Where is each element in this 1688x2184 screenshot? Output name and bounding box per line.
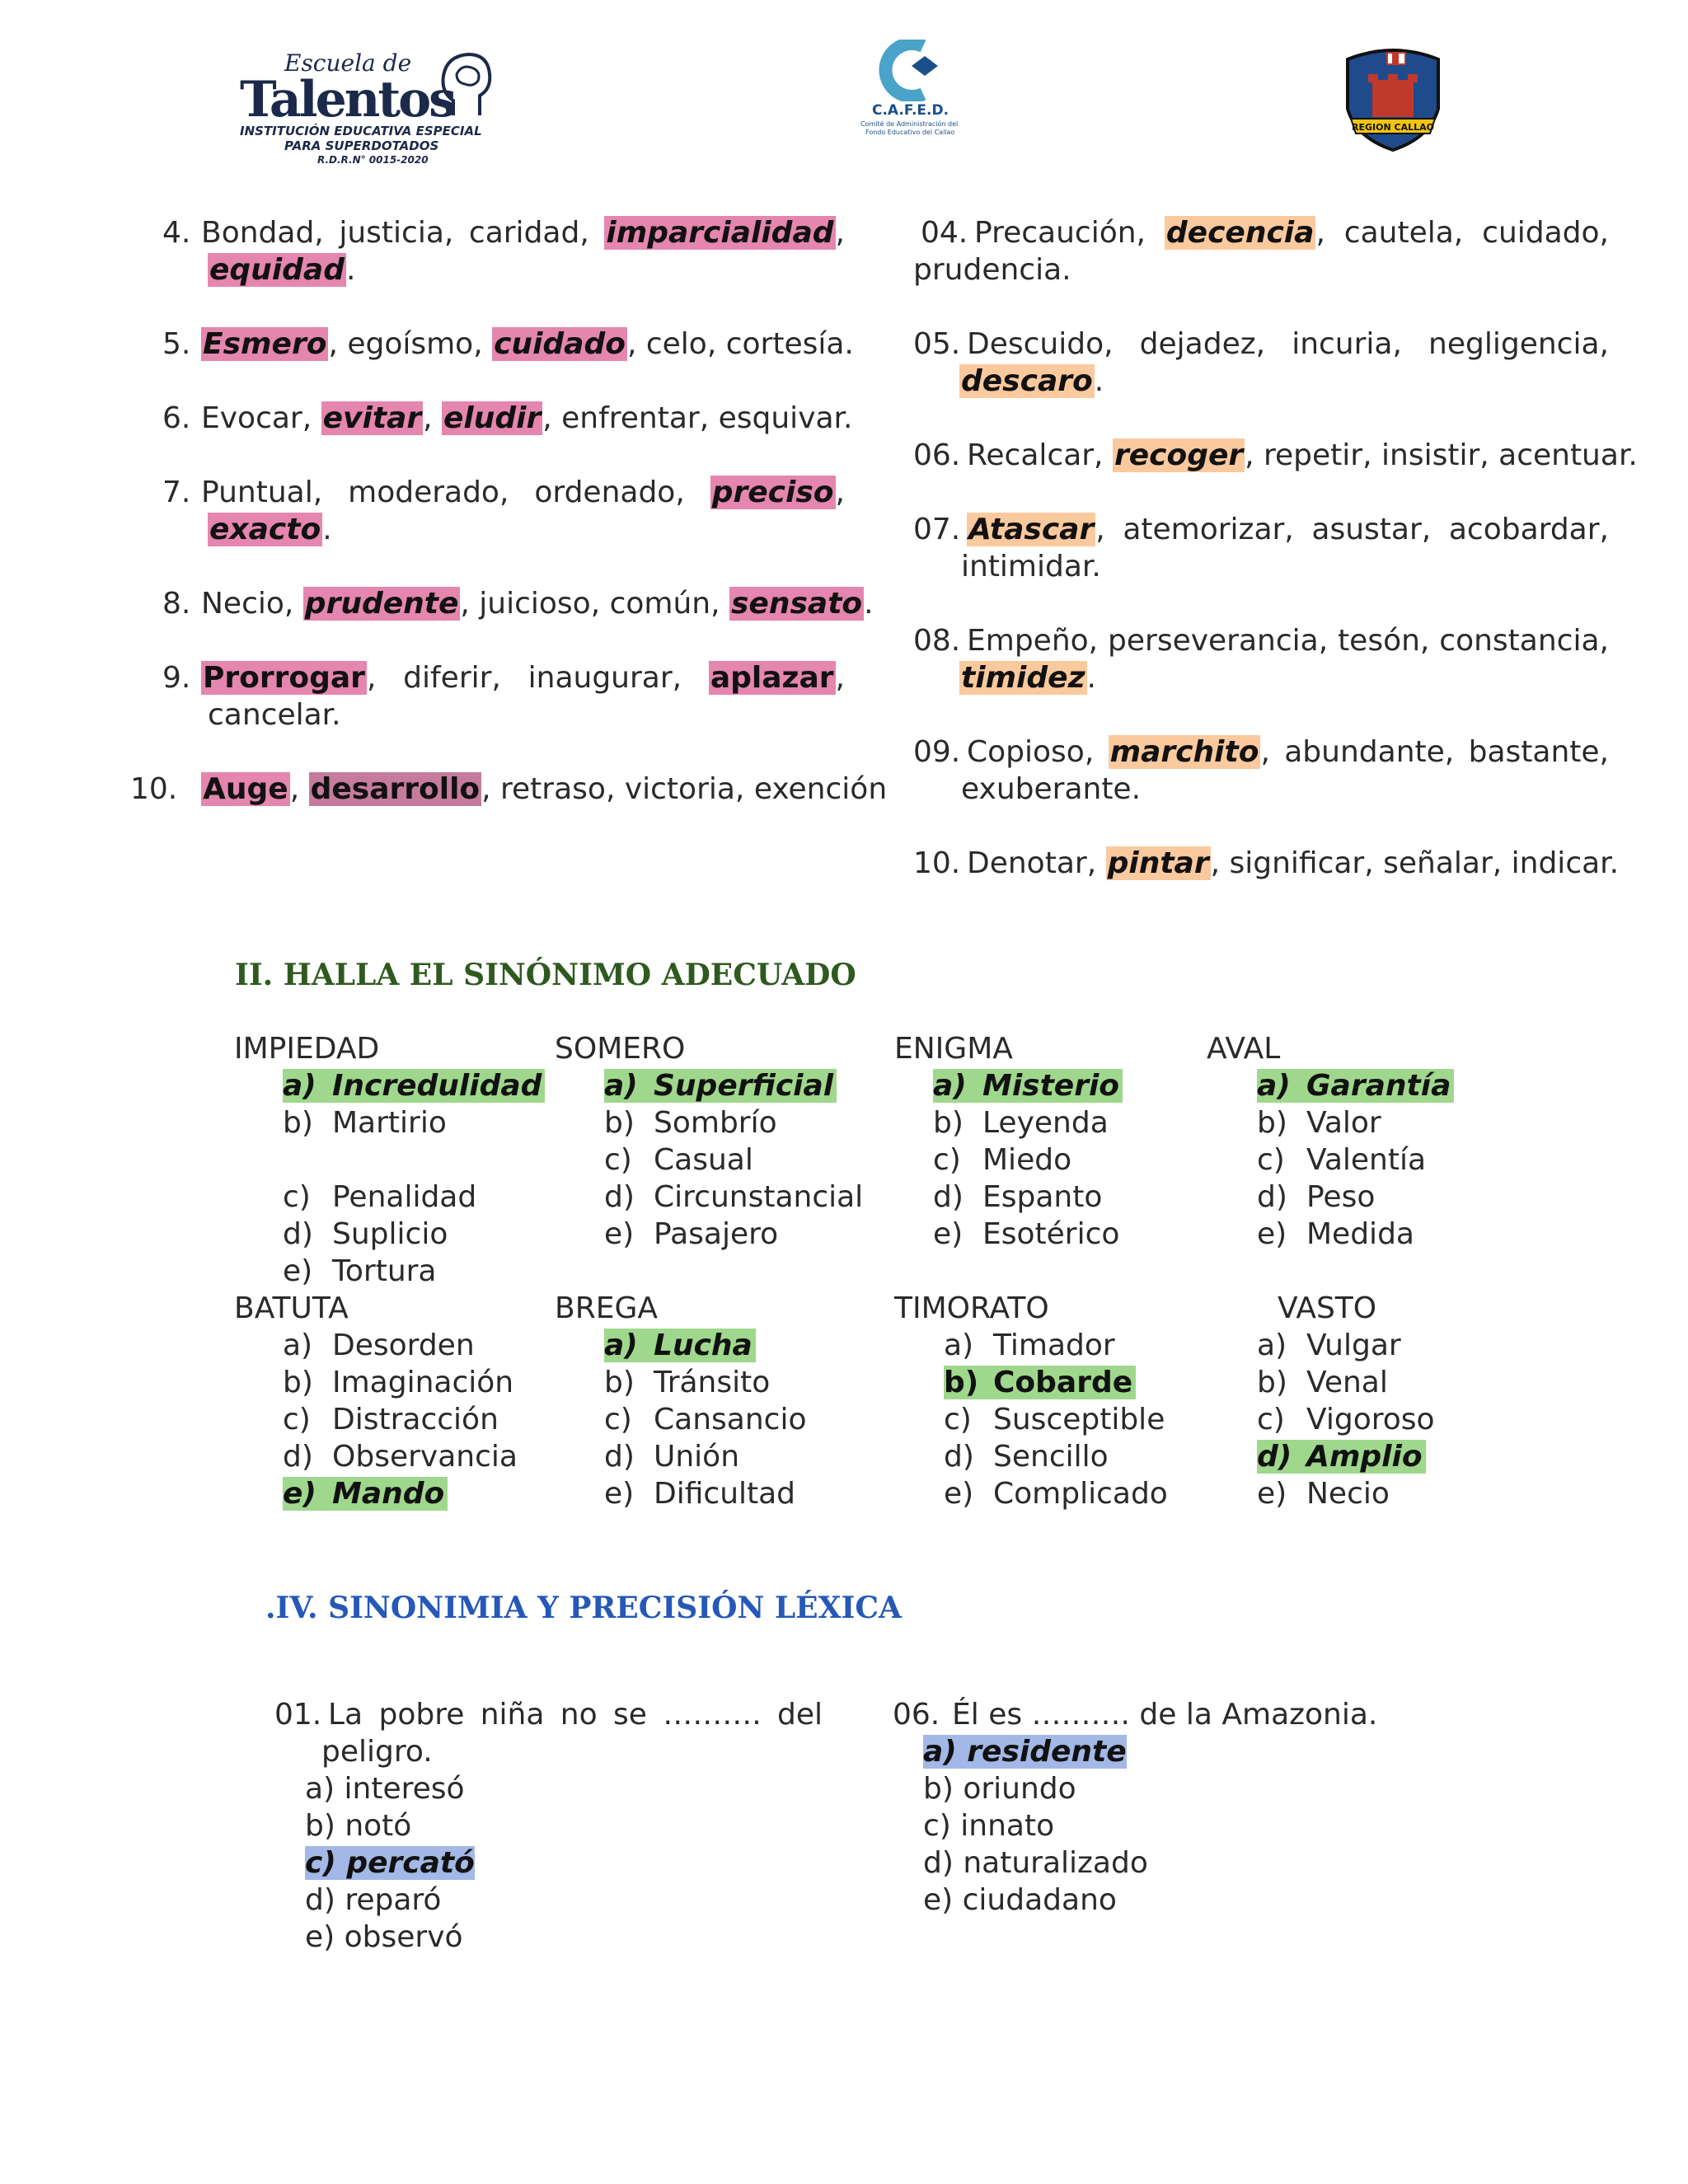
option-correct [944, 1364, 1136, 1401]
option-letter: e) [604, 1217, 635, 1251]
option-text: Necio [1306, 1477, 1390, 1511]
option-letter: c) [283, 1180, 311, 1214]
text: , celo, cortesía. [626, 327, 854, 361]
list-item-number: 10. [130, 772, 178, 806]
highlighted-word: imparcialidad [606, 216, 834, 250]
question-continuation: peligro. [321, 1735, 433, 1769]
highlighted-word: preciso [711, 476, 834, 509]
highlight-group: aplazar, [710, 661, 845, 695]
option-text: Peso [1306, 1180, 1376, 1214]
option-letter: e) [944, 1477, 974, 1511]
option-letter: b) [1257, 1366, 1287, 1399]
list-item-continuation: timidez. [961, 661, 1096, 695]
group-word: IMPIEDAD [234, 1032, 380, 1066]
option: b) oriundo [923, 1772, 1076, 1806]
highlighted-word: evitar [322, 401, 422, 435]
option [1257, 1327, 1401, 1364]
option: b) notó [305, 1809, 412, 1843]
group-word: AVAL [1207, 1032, 1281, 1066]
option [944, 1327, 1115, 1364]
word: caridad, [468, 216, 589, 250]
option-letter: a) [1257, 1069, 1291, 1103]
highlighted-option [283, 1477, 448, 1511]
option-letter: a) [283, 1329, 313, 1362]
list-item-number: 10. [913, 846, 961, 880]
logo-region-callao [1339, 43, 1447, 154]
group-word: ENIGMA [894, 1032, 1013, 1066]
highlight-group: Prorrogar, [203, 661, 377, 695]
option-letter: d) [944, 1440, 974, 1474]
option [933, 1104, 1109, 1141]
option [283, 1253, 437, 1290]
option-text: Tránsito [654, 1366, 771, 1399]
word: inaugurar, [528, 661, 682, 695]
callao-banner-text: REGION CALLAO [1352, 122, 1434, 133]
word: incuria, [1292, 327, 1402, 361]
logo-script-text: Escuela de [284, 49, 412, 77]
list-item-line [967, 622, 1609, 660]
cafed-c-icon [874, 40, 956, 101]
highlighted-option [604, 1329, 756, 1362]
option [283, 1104, 447, 1141]
text: , [423, 401, 442, 435]
logo-line3: R.D.R.N° 0015-2020 [317, 154, 429, 166]
option [1257, 1179, 1375, 1216]
option [1257, 1216, 1414, 1253]
list-item-line [967, 511, 1609, 549]
option-correct [283, 1067, 545, 1104]
option-letter: e) [283, 1254, 313, 1288]
word: La [328, 1698, 363, 1732]
option-text: Incredulidad [332, 1069, 542, 1103]
option-letter: d) [283, 1217, 313, 1251]
word: justicia, [339, 216, 454, 250]
option-text: Penalidad [332, 1180, 477, 1214]
brain-head-icon [437, 49, 495, 120]
option-text: Martirio [332, 1106, 447, 1140]
highlighted-option: a) residente [923, 1735, 1127, 1769]
list-item-continuation: equidad. [209, 253, 356, 287]
option-text: Complicado [993, 1477, 1168, 1511]
highlighted-word: Auge [203, 772, 288, 806]
option [1257, 1364, 1388, 1401]
word: tesón, [1338, 624, 1430, 658]
option-correct [604, 1327, 756, 1364]
option-letter: d) [604, 1440, 635, 1474]
word: no [560, 1698, 598, 1732]
word: Bondad, [201, 216, 324, 250]
option-letter: c) [604, 1143, 632, 1177]
list-item-number: 09. [913, 735, 961, 769]
section-title-halla-sinonimo: II. HALLA EL SINÓNIMO ADECUADO [235, 958, 856, 992]
option-letter: e) [283, 1477, 316, 1511]
text: , significar, señalar, indicar. [1210, 846, 1620, 880]
option-text: Garantía [1306, 1069, 1451, 1103]
option-correct [1257, 1067, 1454, 1104]
highlighted-word: exacto [209, 513, 321, 546]
option: d) reparó [305, 1883, 442, 1917]
option-letter: a) [283, 1069, 316, 1103]
cafed-sub2: Fondo Educativo del Callao [865, 129, 955, 136]
option-correct [604, 1067, 837, 1104]
word: Copioso, [967, 735, 1095, 769]
logo-cafed [857, 40, 973, 138]
list-item-number: 05. [913, 327, 961, 361]
option-letter: e) [604, 1477, 635, 1511]
option-text: Leyenda [982, 1106, 1109, 1140]
option-letter: a) [944, 1329, 974, 1362]
option [604, 1364, 770, 1401]
option-text: Vulgar [1306, 1329, 1401, 1362]
group-word: BREGA [555, 1291, 658, 1325]
option [283, 1327, 475, 1364]
option [1257, 1401, 1435, 1438]
highlighted-option [933, 1069, 1123, 1103]
option-text: Lucha [654, 1329, 753, 1362]
list-item-number: 7. [162, 476, 191, 509]
option-letter: c) [604, 1403, 632, 1436]
list-item-continuation: exacto. [209, 513, 332, 546]
highlighted-word: eludir [443, 401, 542, 435]
highlighted-word: Atascar [968, 513, 1095, 546]
logo-line2: PARA SUPERDOTADOS [284, 138, 439, 153]
option-letter: b) [604, 1106, 635, 1140]
option-text: Dificultad [654, 1477, 796, 1511]
list-item-continuation: prudencia. [913, 253, 1071, 287]
logo-brand-text: Talentos [240, 71, 454, 129]
highlight-group: preciso, [711, 476, 845, 509]
option-correct [933, 1067, 1123, 1104]
list-item-continuation: intimidar. [961, 550, 1101, 583]
highlight-group: Atascar, [968, 513, 1105, 546]
option-letter: e) [933, 1217, 964, 1251]
highlighted-word: prudente [304, 587, 459, 621]
logo-escuela-talentos [235, 49, 507, 173]
word: asustar, [1311, 513, 1432, 546]
option-text: Desorden [332, 1329, 475, 1362]
list-item-continuation: cancelar. [208, 698, 341, 732]
word: perseverancia, [1108, 624, 1329, 658]
option-text: Esotérico [982, 1217, 1120, 1251]
text: , egoísmo, [328, 327, 493, 361]
text: Recalcar, [967, 438, 1113, 472]
highlighted-option: c) percató [305, 1846, 475, 1880]
option [283, 1438, 518, 1475]
section-title-sinonimia: .IV. SINONIMIA Y PRECISIÓN LÉXICA [265, 1591, 902, 1625]
option-text: Vigoroso [1306, 1403, 1435, 1436]
option-letter: a) [604, 1069, 638, 1103]
question-text: Él es ………. de la Amazonia. [952, 1698, 1378, 1732]
highlighted-option [944, 1366, 1136, 1399]
option-letter: d) [933, 1180, 964, 1214]
option-letter: a) [1257, 1329, 1287, 1362]
option-letter: b) [283, 1106, 313, 1140]
option-text: Tortura [332, 1254, 437, 1288]
blank: ………. [663, 1698, 762, 1732]
list-item-number: 08. [913, 624, 961, 658]
text: , enfrentar, esquivar. [542, 401, 853, 435]
option-text: Distracción [332, 1403, 499, 1436]
callao-shield-icon [1339, 43, 1447, 154]
option: c) innato [923, 1809, 1055, 1843]
option-text: Venal [1306, 1366, 1388, 1399]
list-item-number: 06. [913, 438, 961, 472]
option-text: Suplicio [332, 1217, 448, 1251]
option: e) observó [305, 1920, 463, 1954]
highlighted-word: descaro [961, 364, 1093, 398]
highlight-group: imparcialidad, [606, 216, 845, 250]
option-letter: b) [283, 1366, 313, 1399]
option-correct [923, 1733, 1127, 1770]
highlighted-option [1257, 1069, 1454, 1103]
list-item-number: 5. [162, 327, 191, 361]
option [933, 1179, 1102, 1216]
option [944, 1438, 1109, 1475]
option [604, 1438, 739, 1475]
highlighted-word: pintar [1107, 846, 1209, 880]
highlighted-word: Esmero [203, 327, 327, 361]
word: negligencia, [1428, 327, 1609, 361]
option [604, 1216, 778, 1253]
word: Puntual, [201, 476, 323, 509]
word: Empeño, [967, 624, 1099, 658]
group-word: BATUTA [234, 1291, 349, 1325]
highlight-group: marchito, [1109, 735, 1270, 769]
text: , retraso, victoria, exención [481, 772, 888, 806]
option [283, 1179, 476, 1216]
logo-line1: INSTITUCIÓN EDUCATIVA ESPECIAL [240, 124, 482, 138]
option-correct [305, 1844, 475, 1882]
option-text: Casual [654, 1143, 753, 1177]
option-text: Circunstancial [654, 1180, 864, 1214]
word: abundante, [1284, 735, 1455, 769]
text: Necio, [201, 587, 303, 621]
highlighted-word: desarrollo [310, 772, 481, 806]
word: pobre [378, 1698, 465, 1732]
option-text: Espanto [982, 1180, 1103, 1214]
text: , repetir, insistir, acentuar. [1245, 438, 1638, 472]
list-item-line [974, 214, 1609, 252]
option [933, 1216, 1119, 1253]
word: Precaución, [974, 216, 1146, 250]
option [944, 1475, 1168, 1512]
text: , juicioso, común, [460, 587, 729, 621]
option [604, 1475, 795, 1512]
list-item-continuation: exuberante. [961, 772, 1142, 806]
text: Evocar, [201, 401, 321, 435]
option-text: Observancia [332, 1440, 518, 1474]
list-item-number: 6. [162, 401, 191, 435]
list-item-line [201, 214, 845, 252]
option [1257, 1141, 1426, 1179]
option-text: Cansancio [654, 1403, 807, 1436]
option: e) ciudadano [923, 1883, 1117, 1917]
option [283, 1216, 448, 1253]
list-item-line [967, 326, 1609, 363]
option-letter: e) [1257, 1217, 1287, 1251]
option-text: Cobarde [993, 1366, 1133, 1399]
list-item-line [201, 585, 874, 623]
word: constancia, [1439, 624, 1609, 658]
question-text [328, 1696, 823, 1734]
option-letter: a) [604, 1329, 638, 1362]
option-letter: c) [933, 1143, 961, 1177]
option-letter: c) [1257, 1403, 1285, 1436]
option-letter: b) [604, 1366, 635, 1399]
word: diferir, [403, 661, 501, 695]
option-text: Timador [993, 1329, 1115, 1362]
option [604, 1104, 777, 1141]
highlighted-option [1257, 1440, 1426, 1474]
highlighted-word: Prorrogar [203, 661, 365, 695]
option-text: Sombrío [654, 1106, 777, 1140]
option [1257, 1475, 1390, 1512]
list-item-line [201, 400, 853, 438]
option-letter: b) [944, 1366, 979, 1399]
option-text: Imaginación [332, 1366, 514, 1399]
option [283, 1364, 513, 1401]
option-text: Valentía [1306, 1143, 1427, 1177]
option-text: Unión [654, 1440, 740, 1474]
option [944, 1401, 1165, 1438]
list-item-line [967, 845, 1619, 883]
option [604, 1141, 753, 1179]
option-text: Sencillo [993, 1440, 1109, 1474]
option-letter: c) [944, 1403, 972, 1436]
list-item-line [201, 771, 887, 808]
list-item-line [967, 733, 1609, 771]
list-item-number: 9. [162, 661, 191, 695]
option-letter: d) [283, 1440, 313, 1474]
text: . [864, 587, 874, 621]
option-correct [1257, 1438, 1426, 1475]
option-letter: c) [1257, 1143, 1285, 1177]
highlighted-word: equidad [209, 253, 345, 287]
highlighted-word: timidez [961, 661, 1085, 695]
word: acobardar, [1448, 513, 1609, 546]
option-text: Susceptible [993, 1403, 1165, 1436]
list-item-number: 4. [162, 216, 191, 250]
word: cautela, [1343, 216, 1464, 250]
highlighted-option [283, 1069, 545, 1103]
option-letter: c) [283, 1403, 311, 1436]
list-item-line [967, 437, 1638, 475]
option-letter: b) [933, 1106, 964, 1140]
highlighted-word: cuidado [494, 327, 626, 361]
highlighted-word: decencia [1165, 216, 1315, 250]
option: a) interesó [305, 1772, 465, 1806]
highlighted-word: aplazar [710, 661, 834, 695]
group-word: VASTO [1278, 1291, 1377, 1325]
highlighted-word: sensato [731, 587, 863, 621]
option-letter: e) [1257, 1477, 1287, 1511]
word: niña [480, 1698, 545, 1732]
word: cuidado, [1482, 216, 1609, 250]
option-text: Pasajero [654, 1217, 779, 1251]
list-item-continuation: descaro. [961, 364, 1104, 398]
question-number: 01. [274, 1698, 322, 1732]
option [1257, 1104, 1381, 1141]
list-item-number: 04. [921, 216, 968, 250]
option-text: Valor [1306, 1106, 1381, 1140]
highlighted-option [604, 1069, 837, 1103]
highlighted-word: marchito [1109, 735, 1259, 769]
cafed-name: C.A.F.E.D. [872, 102, 950, 119]
list-item-number: 07. [913, 513, 961, 546]
text: , [289, 772, 309, 806]
option-letter: a) [933, 1069, 967, 1103]
question-number: 06. [893, 1698, 940, 1732]
option: d) naturalizado [923, 1846, 1148, 1880]
word: dejadez, [1139, 327, 1266, 361]
word: ordenado, [534, 476, 685, 509]
option-letter: b) [1257, 1106, 1287, 1140]
option-text: Superficial [654, 1069, 834, 1103]
text: Denotar, [967, 846, 1106, 880]
word: del [776, 1698, 823, 1732]
word: atemorizar, [1123, 513, 1294, 546]
option [283, 1401, 499, 1438]
option-text: Miedo [982, 1143, 1072, 1177]
group-word: TIMORATO [894, 1291, 1049, 1325]
option-letter: d) [1257, 1180, 1287, 1214]
option [933, 1141, 1071, 1179]
option-text: Mando [332, 1477, 445, 1511]
word: Descuido, [967, 327, 1114, 361]
cafed-sub1: Comité de Administración del [860, 120, 959, 128]
list-item-line [201, 326, 854, 363]
option-text: Amplio [1306, 1440, 1423, 1474]
highlighted-word: recoger [1114, 438, 1244, 472]
option [604, 1401, 806, 1438]
group-word: SOMERO [555, 1032, 686, 1066]
option-text: Medida [1306, 1217, 1414, 1251]
list-item-line [201, 474, 845, 512]
word: bastante, [1468, 735, 1609, 769]
option-letter: d) [604, 1180, 635, 1214]
option-text: Misterio [982, 1069, 1120, 1103]
option [604, 1179, 863, 1216]
option-letter: d) [1257, 1440, 1292, 1474]
word: moderado, [348, 476, 509, 509]
highlight-group: decencia, [1165, 216, 1325, 250]
list-item-line [201, 659, 845, 697]
word: se [612, 1698, 647, 1732]
list-item-number: 8. [162, 587, 191, 621]
option-correct [283, 1475, 448, 1512]
